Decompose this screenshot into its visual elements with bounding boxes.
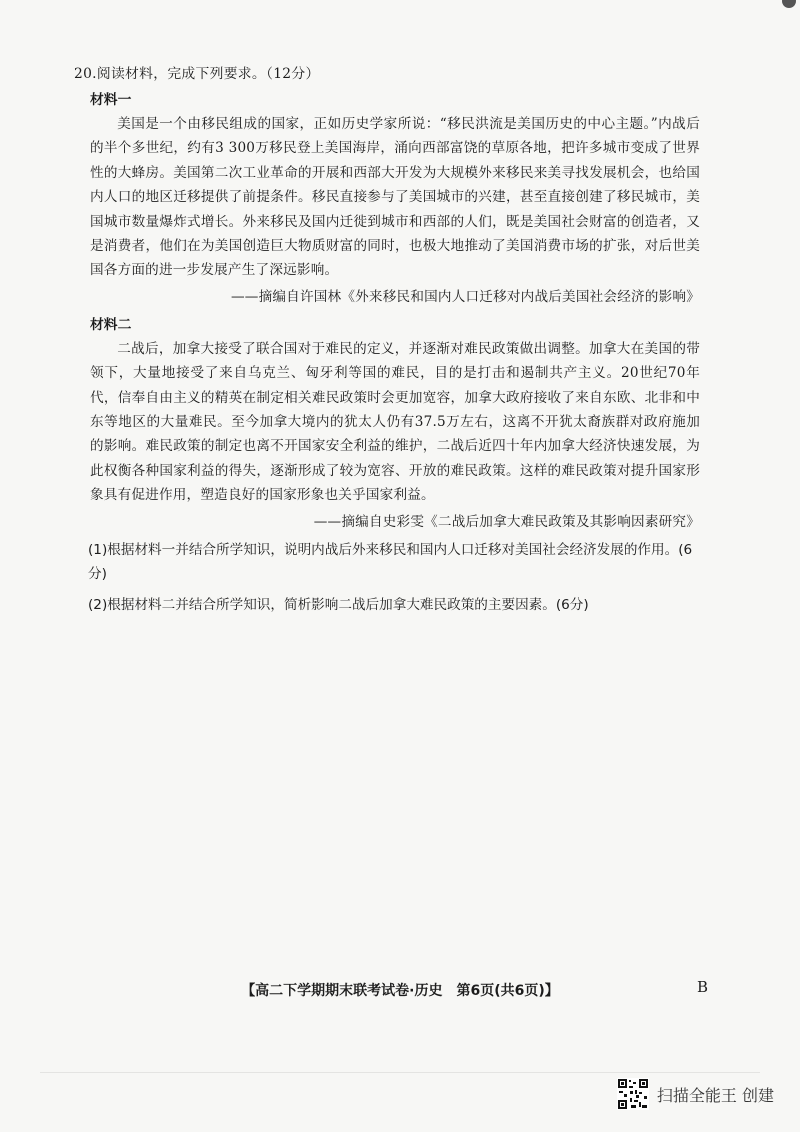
divider [40,1072,760,1073]
watermark-text: 扫描全能王 创建 [656,1085,774,1105]
material1-heading: 材料一 [90,92,132,108]
material2-source: ——摘编自史彩雯《二战后加拿大难民政策及其影响因素研究》 [313,513,700,530]
material1-text: 美国是一个由移民组成的国家，正如历史学家所说：“移民洪流是美国历史的中心主题。”内战后的半个多世纪，约有3 300万移民登上美国海岸，涌向西部富饶的草原各地，把许多城市变成了世界性的大蜂房。美国第二次工业革命的开展和西部大开发为大规模外来移民来美寻找发展机会，也给国内人口的地区迁移提供了前提条件。移民直接参与了美国城市的兴建，甚至直接创建了移民城市，美国城市数量爆炸式增长。外来移民及国内迁徙到城市和西部的人们，既是美国社会财富的创造者，又是消费者，他们在为美国创造巨大物质财富的同时，也极大地推动了美国消费市场的扩张，对后世美国各方面的进一步发展产生了深远影响。 [90,116,700,279]
paper-version-letter: B [697,978,709,996]
sub-question-2: (2)根据材料二并结合所学知识，简析影响二战后加拿大难民政策的主要因素。(6分) [88,596,589,613]
material2-heading: 材料二 [90,316,132,333]
question-content [74,62,700,617]
qr-code-icon [617,1078,649,1110]
corner-mark [782,0,796,8]
page-footer: 【高二下学期期末联考试卷·历史 第6页(共6页)】 [241,983,559,999]
question-title: 20.阅读材料，完成下列要求。（12分） [74,66,320,82]
scanner-watermark [617,1078,774,1110]
material2-text: 二战后，加拿大接受了联合国对于难民的定义，并逐渐对难民政策做出调整。加拿大在美国的带领下，大量地接受了来自乌克兰、匈牙利等国的难民，目的是打击和遏制共产主义。20世纪70年代，信奉自由主义的精英在制定相关难民政策时会更加宽容，加拿大政府接收了来自东欧、北非和中东等地区的大量难民。至今加拿大境内的犹太人仍有37.5万左右，这离不开犹太裔族群对政府施加的影响。难民政策的制定也离不开国家安全利益的维护，二战后近四十年内加拿大经济快速发展，为此权衡各种国家利益的得失，逐渐形成了较为宽容、开放的难民政策。这样的难民政策对提升国家形象具有促进作用，塑造良好的国家形象也关乎国家利益。 [90,340,700,504]
sub-question-1: (1)根据材料一并结合所学知识，说明内战后外来移民和国内人口迁移对美国社会经济发展的作用。(6分) [88,541,693,583]
material1-source: ——摘编自许国林《外来移民和国内人口迁移对内战后美国社会经济的影响》 [231,288,700,305]
